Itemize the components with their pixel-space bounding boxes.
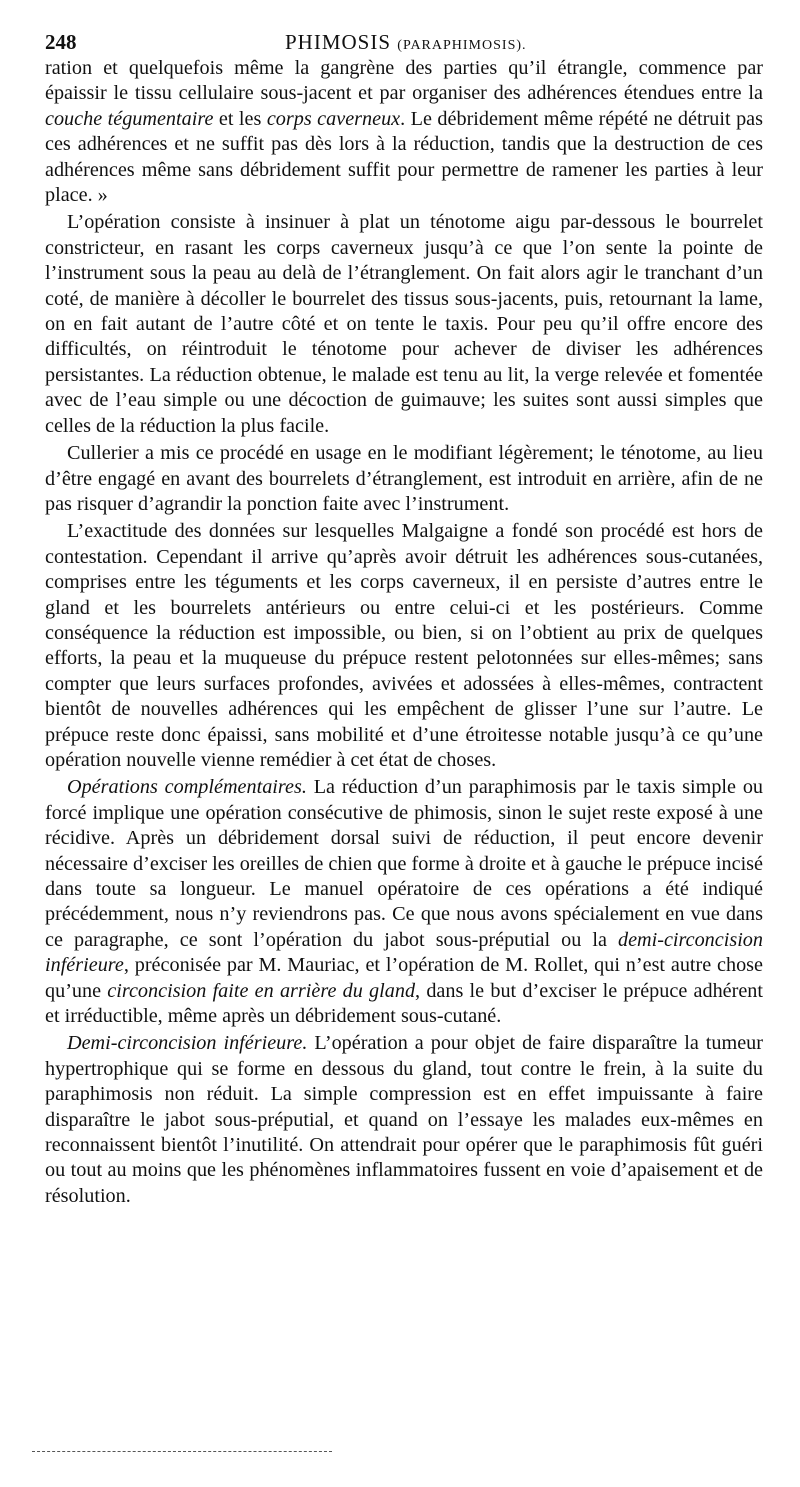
body-text: [45, 56, 763, 1209]
book-page: [45, 22, 763, 1209]
paragraph: L’exactitude des données sur lesquelles Malgaigne a fondé son procédé est hors de contestation. Cependant il arrive qu’après avoir détruit les adhérences sous-cutanées, comprises entre les téguments et les corps caverneux, il en persiste d’autres entre le gland et les bourrelets antérieurs ou entre celui-ci et les postérieurs. Comme conséquence la réduction est impossible, ou bien, si on l’obtient au prix de quelques efforts, la peau et la muqueuse du prépuce restent pelotonnées sur elles-mêmes; sans compter que leurs surfaces profondes, avivées et adossées à elles-mêmes, contractent bientôt de nouvelles adhérences qui les empêchent de glisser l’une sur l’autre. Le prépuce reste donc épaissi, sans mobilité et d’une étroitesse notable jusqu’à ce qu’une opération nouvelle vienne remédier à cet état de choses.: [45, 520, 763, 771]
paragraph: Demi-circoncision inférieure. L’opération a pour objet de faire disparaître la tumeur hypertrophique qui se forme en dessous du gland, tout contre le frein, à la suite du paraphimosis non réduit. La simple compression est en effet impuissante à faire disparaître le jabot sous-préputial, et quand on l’essaye les malades eux-mêmes en reconnaissent bientôt l’inutilité. On attendrait pour opérer que le paraphimosis fût guéri ou tout au moins que les phénomènes inflammatoires fussent en voie d’apaisement et de résolution.: [45, 1032, 763, 1207]
running-title-main: PHIMOSIS: [285, 30, 392, 54]
running-title-sub: (PARAPHIMOSIS).: [397, 38, 527, 53]
footer-rule: [32, 1451, 332, 1452]
paragraph: ration et quelquefois même la gangrène des parties qu’il étrangle, commence par épaissir le tissu cellulaire sous-jacent et par organiser des adhérences étendues entre la couche tégumentaire et les corps caverneux. Le débridement même répété ne détruit pas ces adhérences et ne suffit pas dès lors à la réduction, tandis que la destruction de ces adhérences même sans débridement suffit pour permettre de ramener les parties à leur place. »: [45, 57, 763, 207]
paragraph: Opérations complémentaires. La réduction d’un paraphimosis par le taxis simple ou forcé implique une opération consécutive de phimosis, sinon le sujet reste exposé à une récidive. Après un débridement dorsal suivi de réduction, il peut encore devenir nécessaire d’exciser les oreilles de chien que forme à droite et à gauche le prépuce incisé dans toute sa longueur. Le manuel opératoire de ces opérations a été indiqué précédemment, nous n’y reviendrons pas. Ce que nous avons spécialement en vue dans ce paragraphe, ce sont l’opération du jabot sous-préputial ou la demi-circoncision inférieure, préconisée par M. Mauriac, et l’opération de M. Rollet, qui n’est autre chose qu’une circoncision faite en arrière du gland, dans le but d’exciser le prépuce adhérent et irréductible, même après un débridement sous-cutané.: [45, 776, 764, 1028]
paragraph: L’opération consiste à insinuer à plat un ténotome aigu par-dessous le bourrelet constricteur, en rasant les corps caverneux jusqu’à ce que l’on sente la pointe de l’instrument sous la peau au delà de l’étranglement. On fait alors agir le tranchant d’un coté, de manière à décoller le bourrelet des tissus sous-jacents, puis, retournant la lame, on en fait autant de l’autre côté et on tente le taxis. Pour peu qu’il offre encore des difficultés, on réintroduit le ténotome pour achever de diviser les adhérences persistantes. La réduction obtenue, le malade est tenu au lit, la verge relevée et fomentée avec de l’eau simple ou une décoction de guimauve; les suites sont aussi simples que celles de la réduction la plus facile.: [45, 211, 763, 437]
page-header: [45, 22, 763, 56]
page-number: 248: [45, 30, 77, 54]
running-title: [285, 30, 527, 55]
paragraph: Cullerier a mis ce procédé en usage en le modifiant légèrement; le ténotome, au lieu d’être engagé en avant des bourrelets d’étranglement, est introduit en arrière, afin de ne pas risquer d’agrandir la ponction faite avec l’instrument.: [45, 442, 763, 515]
